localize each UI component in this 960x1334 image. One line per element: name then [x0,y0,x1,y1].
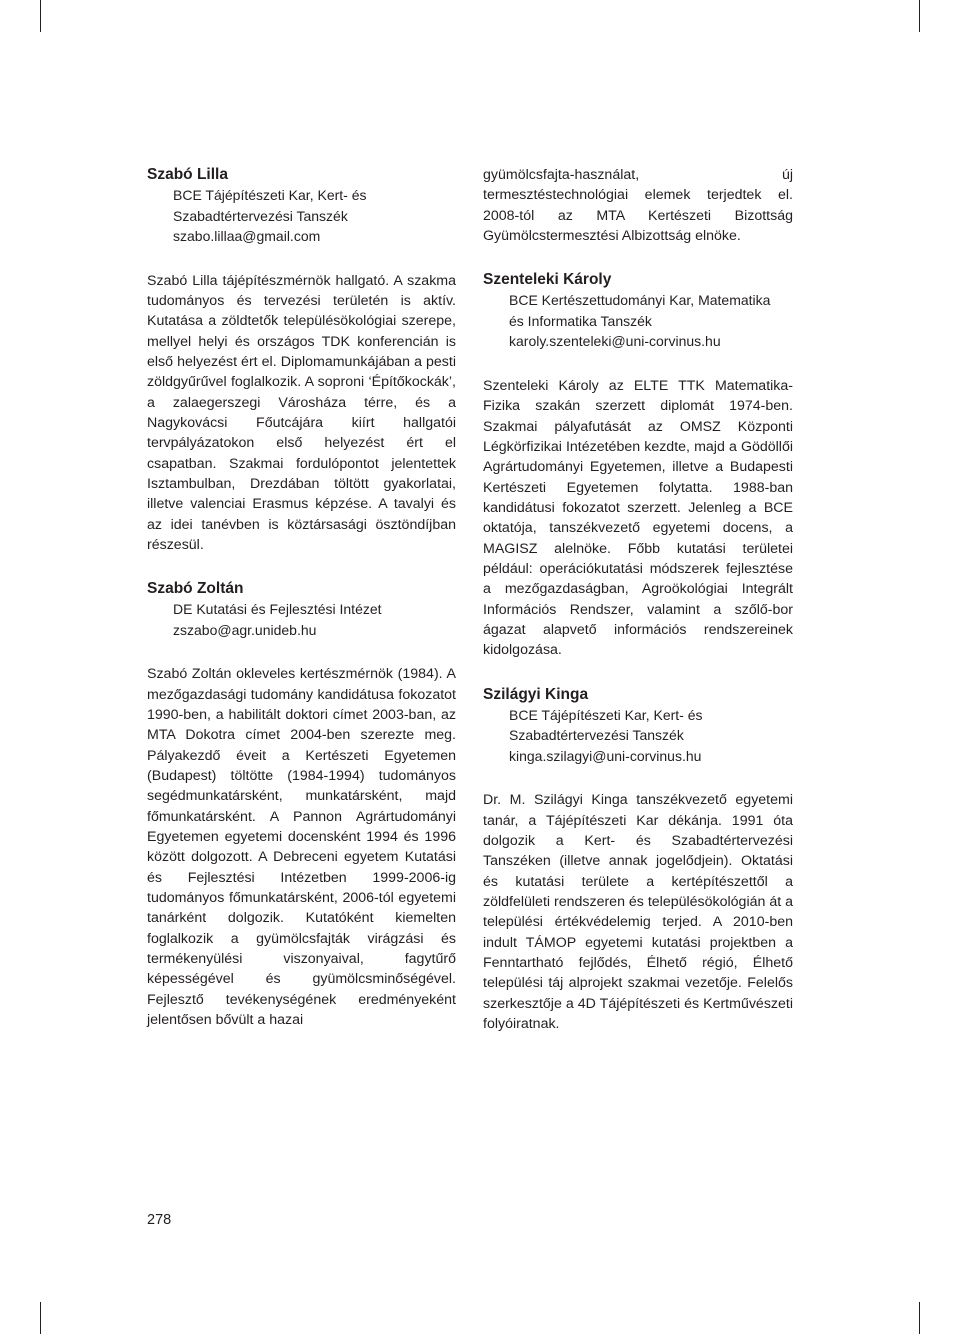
author-affiliation [483,290,793,352]
author-name: Szabó Zoltán [147,580,244,598]
author-entry-szabo-zoltan [147,579,456,640]
author-bio-continuation: gyümölcsfajta-használat, új termesztéstechnológiai elemek terjedtek el. 2008-tól az MTA Kertészeti Bizottság Gyümölcstermesztési Albizottság elnöke. [483,167,793,245]
author-affiliation [147,599,456,640]
bio-continuation [483,165,793,246]
author-bio: Szabó Lilla tájépítészmérnök hallgató. A szakma tudományos és tervezési területén is aktív. Kutatása a zöldtetők településökológiai szerepe, mellyel helyi és országos TDK konferencián is első helyezést ért el. Diplomamunkájában a pesti zöldgyűrűvel foglalkozik. A soproni ‘Építőkockák’, a zalaegerszegi Városháza térre, és a Nagykovácsi Főutcájára kiírt hallgatói tervpályázatokon első helyezést ért el csapatban. Szakmai fordulópontot jelentettek Isztambulban, Drezdában töltött gyakorlatai, illetve valenciai Erasmus képzése. A tavalyi és az idei tanévben is köztársasági ösztöndíjban részesül. [147,272,456,553]
author-bio-szabo-zoltan [147,664,456,1030]
author-entry-szilagyi-kinga [483,685,793,767]
affiliation-line: és Informatika Tanszék [509,312,652,329]
author-email: kinga.szilagyi@uni-corvinus.hu [509,747,702,764]
affiliation-line: BCE Tájépítészeti Kar, Kert- és [509,706,703,723]
affiliation-line: BCE Tájépítészeti Kar, Kert- és [173,187,367,203]
author-email: szabo.lillaa@gmail.com [173,228,321,244]
author-email: zszabo@agr.unideb.hu [173,621,317,638]
author-bio: Szabó Zoltán okleveles kertészmérnök (1984). A mezőgazdasági tudomány kandidátusa fokozatot 1990-ben, a habilitált doktori címet 2003-ban, az MTA Dokotra címet 2004-ben szerezte meg. Pályakezdő éveit a Kertészeti Egyetemen (Budapest) töltötte (1984-1994) tudományos segédmunkatársként, munkatársként, majd főmunkatársként. A Pannon Agrártudományi Egyetemen egyetemi docensként 1994 és 1996 között dolgozott. A Debreceni egyetem Kutatási és Fejlesztési Intézetben 1999-2006-ig tudományos főmunkatársként, 2006-tól egyetemi tanárként dolgozik. Kutatóként kiemelten foglalkozik a gyümölcsfajták virágzási és termékenyülési viszonyaival, fagytűrő képességével és gyümölcsminőségével. Fejlesztő tevékenységének eredményeként jelentősen bővült a hazai [147,666,456,1029]
author-name: Szilágyi Kinga [483,685,589,703]
crop-mark-bottom-left [40,1302,41,1334]
author-bio-szenteleki-karoly [483,376,793,661]
affiliation-line: DE Kutatási és Fejlesztési Intézet [173,601,382,618]
crop-mark-top-left [40,0,41,32]
author-bio-szilagyi-kinga [483,790,793,1034]
crop-mark-top-right [919,0,920,32]
author-bio: Szenteleki Károly az ELTE TTK Matematika-Fizika szakán szerzett diplomát 1974-ben. Szakmai pályafutását az OMSZ Központi Légkörfizikai Intézetében kezdte, majd a Gödöllői Agrártudományi Egyetemen, illetve a Budapesti Kertészeti Egyetemen folytatta. 1988-ban kandidátusi fokozatot szerzett. Jelenleg a BCE oktatója, tanszékvezető egyetemi docens, a MAGISZ alelnöke. Főbb kutatási területei például: operációkutatási módszerek fejlesztése a mezőgazdaságban, Agroökológiai Integrált Információs Rendszer, valamint a szőlő-bor ágazat alapvető információs rendszereinek kidolgozása. [483,377,793,659]
affiliation-line: BCE Kertészettudományi Kar, Matematika [509,292,771,309]
author-bio-szabo-lilla [147,271,456,556]
author-entry-szabo-lilla [147,165,456,247]
author-email: karoly.szenteleki@uni-corvinus.hu [509,333,721,350]
author-entry-szenteleki-karoly [483,270,793,352]
author-affiliation [483,705,793,767]
author-name: Szenteleki Károly [483,271,612,289]
crop-mark-bottom-right [919,1302,920,1334]
page-number: 278 [147,1212,172,1228]
author-bio: Dr. M. Szilágyi Kinga tanszékvezető egyetemi tanár, a Tájépítészeti Kar dékánja. 1991 óta dolgozik a Kert- és Szabadtértervezési Tanszéken (illetve annak jogelődjein). Oktatási és kutatási területe a kertépítészettől a zöldfelületi rendszeren és településökológián át a települési értékvédelemig terjed. A 2010-ben indult TÁMOP egyetemi kutatási projektben a Fenntartható fejlődés, Élhető régió, Élhető települési táj alprojekt szakmai vezetője. Felelős szerkesztője a 4D Tájépítészeti és Kertművészeti folyóiratnak. [483,792,793,1032]
affiliation-line: Szabadtértervezési Tanszék [509,727,684,744]
author-name: Szabó Lilla [147,166,228,183]
affiliation-line: Szabadtértervezési Tanszék [173,207,348,224]
right-column [483,165,793,1058]
left-column [147,165,456,1055]
author-affiliation [147,185,456,247]
